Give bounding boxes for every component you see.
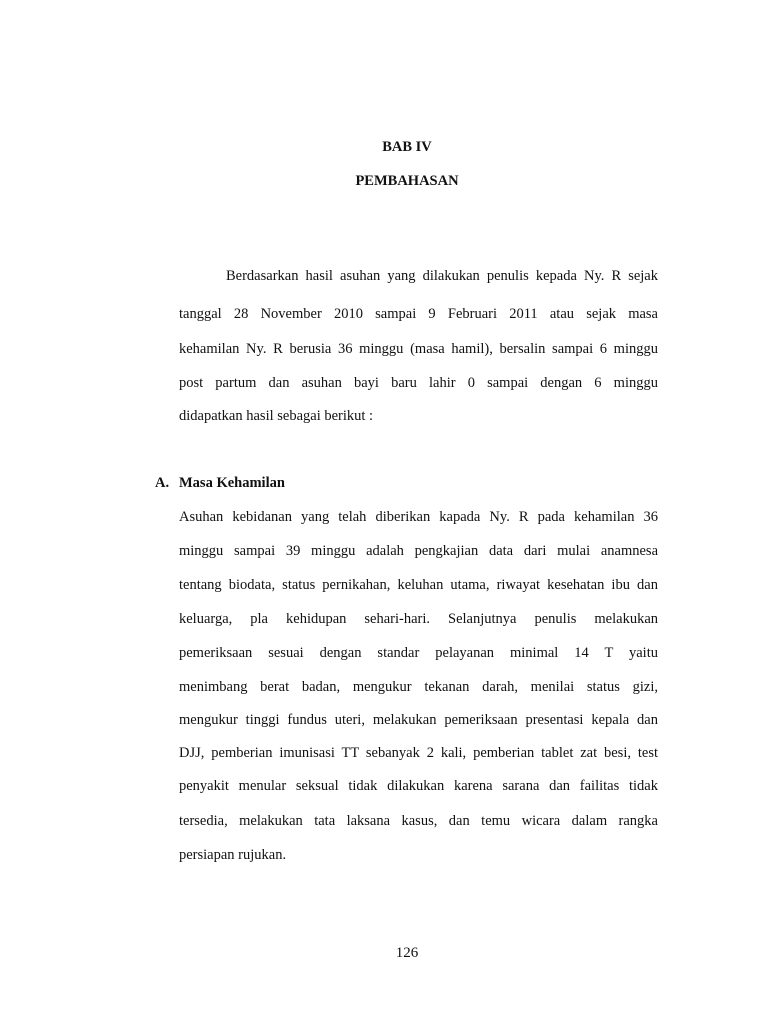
section-line: minggu sampai 39 minggu adalah pengkajian data dari mulai anamnesa xyxy=(179,543,658,559)
section-heading xyxy=(155,473,285,493)
section-line: persiapan rujukan. xyxy=(179,847,287,863)
section-line: DJJ, pemberian imunisasi TT sebanyak 2 kali, pemberian tablet zat besi, test xyxy=(179,745,658,761)
intro-line: kehamilan Ny. R berusia 36 minggu (masa hamil), bersalin sampai 6 minggu xyxy=(179,341,658,357)
section-line: penyakit menular seksual tidak dilakukan karena sarana dan failitas tidak xyxy=(179,778,658,794)
page-number: 126 xyxy=(395,945,419,961)
intro-line: didapatkan hasil sebagai berikut : xyxy=(179,408,374,424)
section-line: pemeriksaan sesuai dengan standar pelayanan minimal 14 T yaitu xyxy=(179,645,658,661)
section-line: menimbang berat badan, mengukur tekanan darah, menilai status gizi, xyxy=(179,679,658,695)
section-marker: A. xyxy=(155,475,170,491)
chapter-title: PEMBAHASAN xyxy=(355,173,459,189)
intro-line: tanggal 28 November 2010 sampai 9 Februari 2011 atau sejak masa xyxy=(179,306,658,322)
section-title: Masa Kehamilan xyxy=(179,475,285,491)
section-line: keluarga, pla kehidupan sehari-hari. Selanjutnya penulis melakukan xyxy=(179,611,658,627)
section-line: tentang biodata, status pernikahan, keluhan utama, riwayat kesehatan ibu dan xyxy=(179,577,658,593)
section-line: tersedia, melakukan tata laksana kasus, dan temu wicara dalam rangka xyxy=(179,813,658,829)
intro-line: post partum dan asuhan bayi baru lahir 0 sampai dengan 6 minggu xyxy=(179,375,658,391)
chapter-number: BAB IV xyxy=(382,139,432,155)
section-line: mengukur tinggi fundus uteri, melakukan pemeriksaan presentasi kepala dan xyxy=(179,712,658,728)
section-line: Asuhan kebidanan yang telah diberikan kapada Ny. R pada kehamilan 36 xyxy=(179,509,658,525)
intro-line: Berdasarkan hasil asuhan yang dilakukan penulis kepada Ny. R sejak xyxy=(226,268,658,284)
